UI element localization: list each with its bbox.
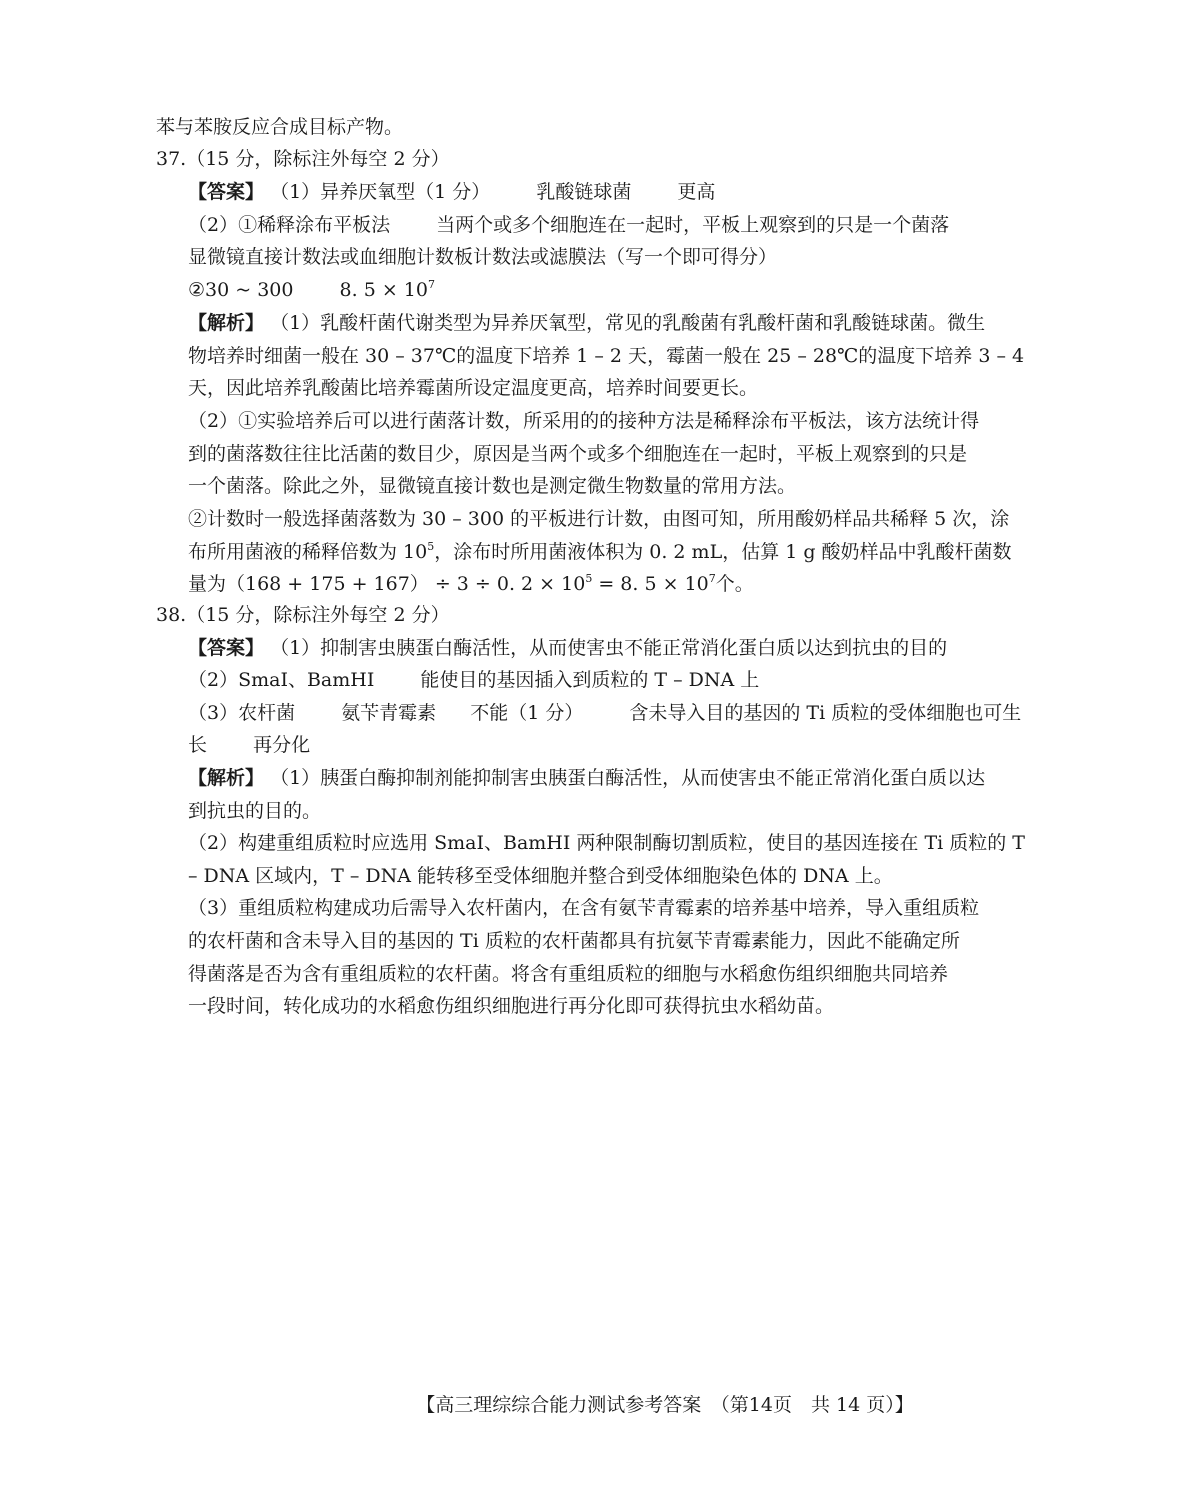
question-37-header	[0, 144, 1200, 174]
exponent: 7	[427, 278, 435, 291]
line-text: 更高	[677, 181, 716, 203]
q37-answer-line-2	[0, 210, 1200, 240]
q38-answer-line-1	[0, 633, 1200, 663]
q37-analysis-line-1	[0, 308, 1200, 338]
line-text: 苯与苯胺反应合成目标产物。	[156, 116, 404, 138]
line-text: 长	[188, 734, 208, 756]
line-text: （1）异养厌氧型（1 分）	[270, 181, 491, 203]
answer-tag: 【答案】	[188, 181, 265, 203]
q38-answer-line-4	[0, 730, 1200, 760]
footer-text: 【高三理综综合能力测试参考答案 （第14页 共 14 页）】	[416, 1394, 914, 1416]
q37-analysis-line-3	[0, 373, 1200, 403]
line-text: 量为（168 + 175 + 167） ÷ 3 ÷ 0. 2 × 10	[188, 573, 586, 595]
exponent: 5	[427, 540, 435, 553]
line-text: （1）乳酸杆菌代谢类型为异养厌氧型，常见的乳酸菌有乳酸杆菌和乳酸链球菌。微生	[270, 312, 986, 334]
line-text: 得菌落是否为含有重组质粒的农杆菌。将含有重组质粒的细胞与水稻愈伤组织细胞共同培养	[188, 963, 949, 985]
exponent: 5	[585, 572, 593, 585]
text-line	[0, 112, 1200, 142]
line-text: 能使目的基因插入到质粒的 T – DNA 上	[420, 669, 760, 691]
line-text: 一段时间，转化成功的水稻愈伤组织细胞进行再分化即可获得抗虫水稻幼苗。	[188, 995, 835, 1017]
q37-analysis-line-7	[0, 504, 1200, 534]
analysis-tag: 【解析】	[188, 312, 265, 334]
line-text: 一个菌落。除此之外，显微镜直接计数也是测定微生物数量的常用方法。	[188, 475, 797, 497]
line-text: 不能（1 分）	[470, 702, 584, 724]
line-text: 天，因此培养乳酸菌比培养霉菌所设定温度更高，培养时间要更长。	[188, 377, 759, 399]
line-text: 到的菌落数往往比活菌的数目少，原因是当两个或多个细胞连在一起时，平板上观察到的只是	[188, 443, 968, 465]
line-text: 氨苄青霉素	[341, 702, 437, 724]
line-text: ②计数时一般选择菌落数为 30 – 300 的平板进行计数，由图可知，所用酸奶样品共稀释 5 次，涂	[188, 508, 1010, 530]
q37-analysis-line-2	[0, 341, 1200, 371]
line-text: = 8. 5 × 10	[592, 573, 709, 595]
line-text: （2）①实验培养后可以进行菌落计数，所采用的的接种方法是稀释涂布平板法，该方法统计得	[188, 410, 980, 432]
answer-tag: 【答案】	[188, 637, 265, 659]
line-text: 布所用菌液的稀释倍数为 10	[188, 541, 428, 563]
q38-answer-line-2	[0, 665, 1200, 695]
line-text: 37.（15 分，除标注外每空 2 分）	[156, 148, 450, 170]
q37-analysis-line-4	[0, 406, 1200, 436]
q38-analysis-line-1	[0, 763, 1200, 793]
q38-answer-line-3	[0, 698, 1200, 728]
line-text: – DNA 区域内，T – DNA 能转移至受体细胞并整合到受体细胞染色体的 DNA 上。	[188, 865, 893, 887]
line-text: ，涂布时所用菌液体积为 0. 2 mL，估算 1 g 酸奶样品中乳酸杆菌数	[434, 541, 1012, 563]
line-text: ②30 ~ 300	[188, 279, 294, 301]
q37-answer-line-1	[0, 177, 1200, 207]
line-text: 个。	[715, 573, 754, 595]
line-text: （3）重组质粒构建成功后需导入农杆菌内，在含有氨苄青霉素的培养基中培养，导入重组质粒	[188, 897, 980, 919]
line-text: 物培养时细菌一般在 30 – 37℃的温度下培养 1 – 2 天，霉菌一般在 25 – 28℃的温度下培养 3 – 4	[188, 345, 1025, 367]
line-text: （1）胰蛋白酶抑制剂能抑制害虫胰蛋白酶活性，从而使害虫不能正常消化蛋白质以达	[270, 767, 986, 789]
q37-analysis-line-5	[0, 439, 1200, 469]
line-text: 含未导入目的基因的 Ti 质粒的受体细胞也可生	[629, 702, 1022, 724]
line-text: 再分化	[253, 734, 311, 756]
q37-analysis-line-6	[0, 471, 1200, 501]
q37-analysis-line-9	[0, 569, 1200, 599]
exponent: 7	[708, 572, 716, 585]
line-text: （2）构建重组质粒时应选用 SmaI、BamHI 两种限制酶切割质粒，使目的基因连接在 Ti 质粒的 T	[188, 832, 1025, 854]
line-text: 的农杆菌和含未导入目的基因的 Ti 质粒的农杆菌都具有抗氨苄青霉素能力，因此不能确定所	[188, 930, 960, 952]
q37-answer-line-3	[0, 242, 1200, 272]
q38-analysis-line-6	[0, 926, 1200, 956]
line-text: 显微镜直接计数法或血细胞计数板计数法或滤膜法（写一个即可得分）	[188, 246, 778, 268]
line-text: 8. 5 × 10	[339, 279, 428, 301]
q38-analysis-line-5	[0, 893, 1200, 923]
line-text: 乳酸链球菌	[536, 181, 632, 203]
line-text: （1）抑制害虫胰蛋白酶活性，从而使害虫不能正常消化蛋白质以达到抗虫的目的	[270, 637, 948, 659]
q38-analysis-line-3	[0, 828, 1200, 858]
line-text: （3）农杆菌	[188, 702, 296, 724]
q38-analysis-line-4	[0, 861, 1200, 891]
q38-analysis-line-2	[0, 796, 1200, 826]
q37-analysis-line-8	[0, 537, 1200, 567]
line-text: 38.（15 分，除标注外每空 2 分）	[156, 604, 450, 626]
line-text: 当两个或多个细胞连在一起时，平板上观察到的只是一个菌落	[436, 214, 950, 236]
question-38-header	[0, 600, 1200, 630]
line-text: （2）SmaI、BamHI	[188, 669, 375, 691]
q38-analysis-line-7	[0, 959, 1200, 989]
q37-answer-line-4	[0, 275, 1200, 305]
page-footer	[0, 1390, 1200, 1420]
line-text: （2）①稀释涂布平板法	[188, 214, 391, 236]
analysis-tag: 【解析】	[188, 767, 265, 789]
line-text: 到抗虫的目的。	[188, 800, 322, 822]
q38-analysis-line-8	[0, 991, 1200, 1021]
